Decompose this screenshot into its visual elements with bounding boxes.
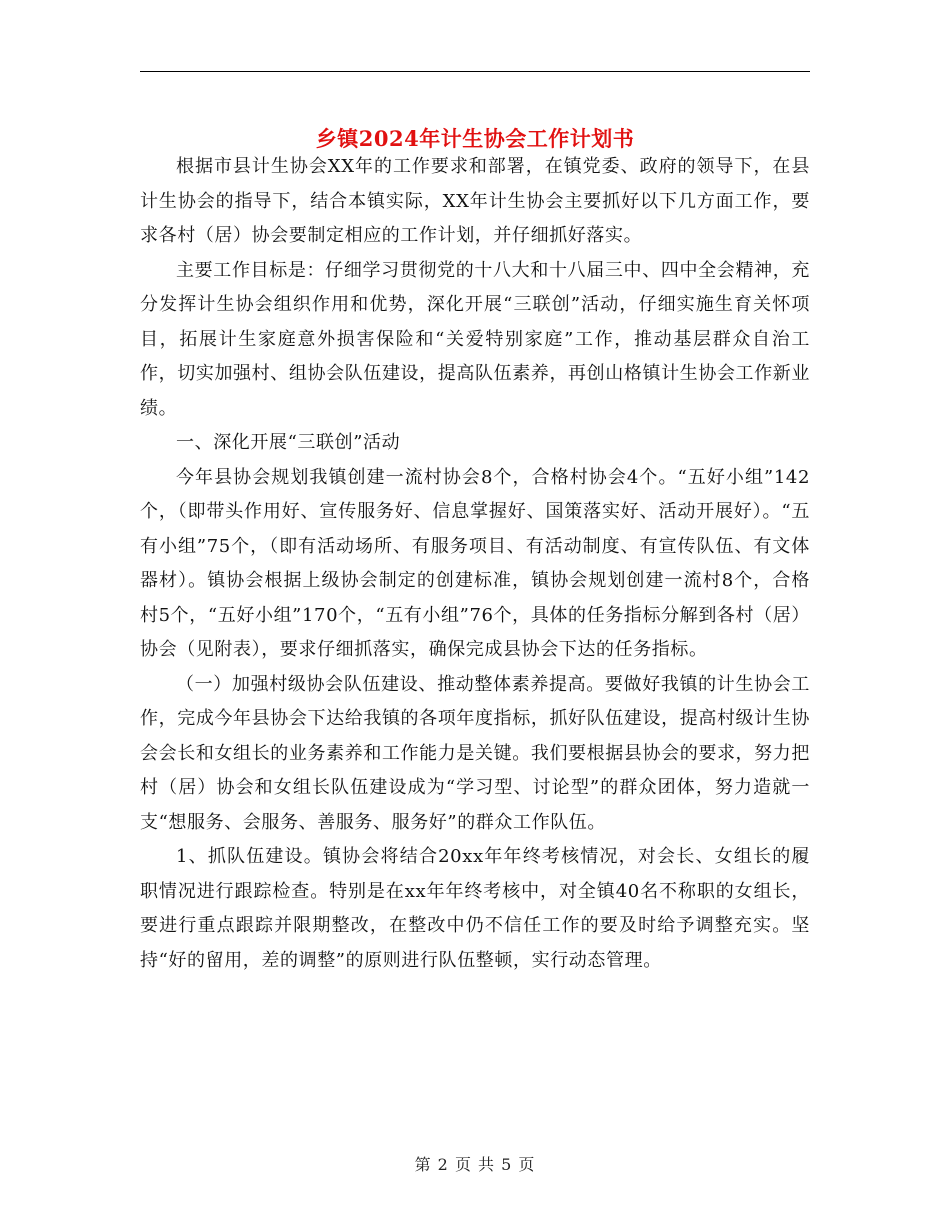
page-number-footer: 第 2 页 共 5 页 <box>414 1155 536 1174</box>
paragraph-targets: 今年县协会规划我镇创建一流村协会8个，合格村协会4个。“五好小组”142个，（即带头作用好、宣传服务好、信息掌握好、国策落实好、活动开展好）。“五有小组”75个，（即有活动场所、有服务项目、有活动制度、有宣传队伍、有文体器材）。镇协会根据上级协会制定的创建标准，镇协会规划创建一流村8个，合格村5个，“五好小组”170个，“五有小组”76个，具体的任务指标分解到各村（居）协会（见附表），要求仔细抓落实，确保完成县协会下达的任务指标。 <box>140 466 810 660</box>
header-rule <box>140 71 810 72</box>
paragraph-team-building: 1、抓队伍建设。镇协会将结合20xx年年终考核情况，对会长、女组长的履职情况进行跟踪检查。特别是在xx年年终考核中，对全镇40名不称职的女组长，要进行重点跟踪并限期整改，在整改中仍不信任工作的要及时给予调整充实。坚持“好的留用，差的调整”的原则进行队伍整顿，实行动态管理。 <box>140 846 810 971</box>
section-heading-1: 一、深化开展“三联创”活动 <box>176 432 401 453</box>
paragraph-intro: 根据市县计生协会XX年的工作要求和部署，在镇党委、政府的领导下，在县计生协会的指导下，结合本镇实际，XX年计生协会主要抓好以下几方面工作，要求各村（居）协会要制定相应的工作计划，并仔细抓好落实。 <box>140 156 810 246</box>
subsection-heading-1: （一）加强村级协会队伍建设、推动整体素养提高。要做好我镇的计生协会工作，完成今年县协会下达给我镇的各项年度指标，抓好队伍建设，提高村级计生协会会长和女组长的业务素养和工作能力是关键。我们要根据县协会的要求，努力把村（居）协会和女组长队伍建设成为“学习型、讨论型”的群众团体，努力造就一支“想服务、会服务、善服务、服务好”的群众工作队伍。 <box>140 673 810 833</box>
paragraph-main-goals: 主要工作目标是：仔细学习贯彻党的十八大和十八届三中、四中全会精神，充分发挥计生协会组织作用和优势，深化开展“三联创”活动，仔细实施生育关怀项目，拓展计生家庭意外损害保险和“关爱特别家庭”工作，推动基层群众自治工作，切实加强村、组协会队伍建设，提高队伍素养，再创山格镇计生协会工作新业绩。 <box>140 259 810 419</box>
document-body <box>140 150 810 978</box>
document-title: 乡镇2024年计生协会工作计划书 <box>315 126 635 152</box>
